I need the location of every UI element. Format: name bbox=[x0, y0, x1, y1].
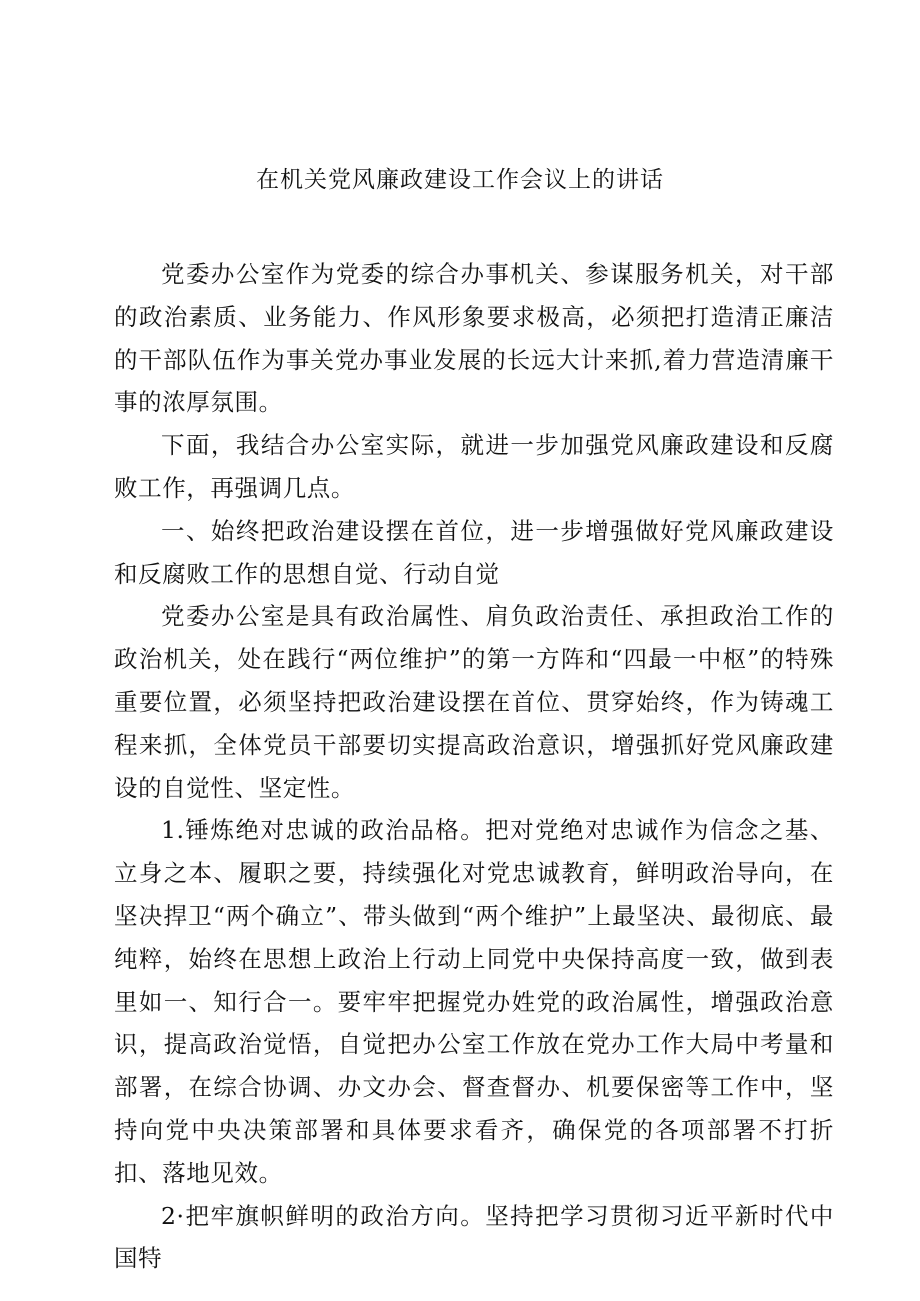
paragraph-point-1: 1.锤炼绝对忠诚的政治品格。把对党绝对忠诚作为信念之基、立身之本、履职之要，持续强化对党忠诚教育，鲜明政治导向，在坚决捍卫“两个确立”、带头做到“两个维护”上最坚决、最彻底、最纯粹，始终在思想上政治上行动上同党中央保持高度一致，做到表里如一、知行合一。要牢牢把握党办姓党的政治属性，增强政治意识，提高政治觉悟，自觉把办公室工作放在党办工作大局中考量和部署，在综合协调、办文办会、督查督办、机要保密等工作中，坚持向党中央决策部署和具体要求看齐，确保党的各项部署不打折扣、落地见效。 bbox=[114, 816, 834, 1187]
paragraph-point-2: 2·把牢旗帜鲜明的政治方向。坚持把学习贯彻习近平新时代中国特 bbox=[114, 1201, 834, 1273]
document-title: 在机关党风廉政建设工作会议上的讲话 bbox=[256, 167, 664, 193]
paragraph-intro: 党委办公室作为党委的综合办事机关、参谋服务机关，对干部的政治素质、业务能力、作风形象要求极高，必须把打造清正廉洁的干部队伍作为事关党办事业发展的长远大计来抓,着力营造清廉干事的浓厚氛围。 bbox=[114, 260, 834, 417]
section-heading-1: 一、始终把政治建设摆在首位，进一步增强做好党风廉政建设和反腐败工作的思想自觉、行动自觉 bbox=[114, 516, 834, 588]
document-body bbox=[114, 253, 834, 1280]
paragraph-section-1: 党委办公室是具有政治属性、肩负政治责任、承担政治工作的政治机关，处在践行“两位维护”的第一方阵和“四最一中枢”的特殊重要位置，必须坚持把政治建设摆在首位、贯穿始终，作为铸魂工程来抓，全体党员干部要切实提高政治意识，增强抓好党风廉政建设的自觉性、坚定性。 bbox=[114, 602, 834, 802]
paragraph-transition: 下面，我结合办公室实际，就进一步加强党风廉政建设和反腐败工作，再强调几点。 bbox=[114, 431, 834, 502]
